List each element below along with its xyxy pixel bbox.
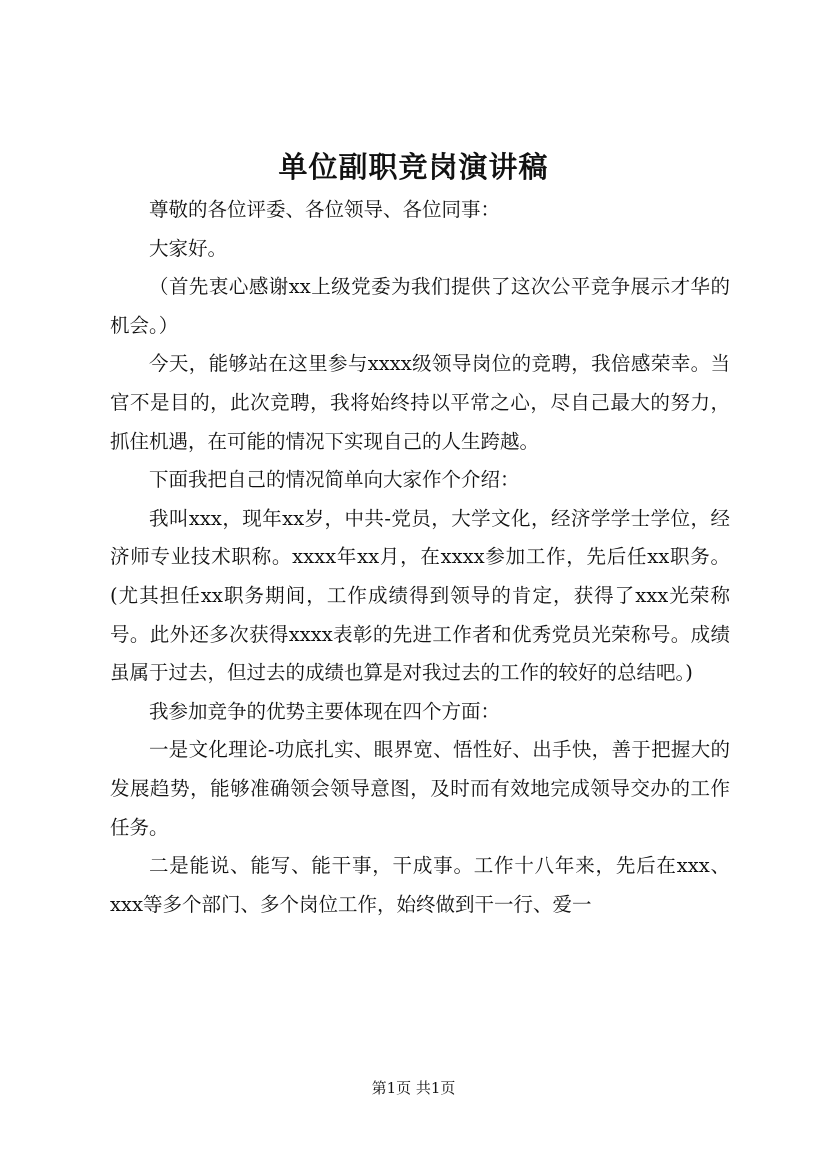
- paragraph-advantage-one: 一是文化理论-功底扎实、眼界宽、悟性好、出手快，善于把握大的发展趋势，能够准确领会领导意图，及时而有效地完成领导交办的工作任务。: [110, 738, 730, 839]
- paragraph-thanks: （首先衷心感谢xx上级党委为我们提供了这次公平竞争展示才华的机会。）: [110, 275, 730, 337]
- paragraph-intro: 今天，能够站在这里参与xxxx级领导岗位的竞聘，我倍感荣幸。当官不是目的，此次竞聘，我将始终持以平常之心，尽自己最大的努力，抓住机遇，在可能的情况下实现自己的人生跨越。: [110, 352, 730, 453]
- paragraph-resume: 我叫xxx，现年xx岁，中共-党员，大学文化，经济学学士学位，经济师专业技术职称。xxxx年xx月，在xxxx参加工作，先后任xx职务。(尤其担任xx职务期间，工作成绩得到领导的肯定，获得了xxx光荣称号。此外还多次获得xxxx表彰的先进工作者和优秀党员光荣称号。成绩虽属于过去，但过去的成绩也算是对我过去的工作的较好的总结吧。): [110, 506, 730, 685]
- paragraph-greeting: 大家好。: [149, 236, 228, 260]
- paragraph-advantage-two: 二是能说、能写、能干事，干成事。工作十八年来，先后在xxx、xxx等多个部门、多个岗位工作，始终做到干一行、爱一: [110, 854, 730, 916]
- document-body: [110, 191, 730, 924]
- paragraph-salutation: 尊敬的各位评委、各位领导、各位同事：: [149, 198, 501, 221]
- paragraph-advantages-lead: 我参加竞争的优势主要体现在四个方面：: [149, 699, 501, 723]
- paragraph-self-intro-lead: 下面我把自己的情况简单向大家作个介绍：: [149, 468, 520, 492]
- page-footer: 第1页 共1页: [371, 1079, 456, 1097]
- document-title: 单位副职竞岗演讲稿: [278, 150, 549, 184]
